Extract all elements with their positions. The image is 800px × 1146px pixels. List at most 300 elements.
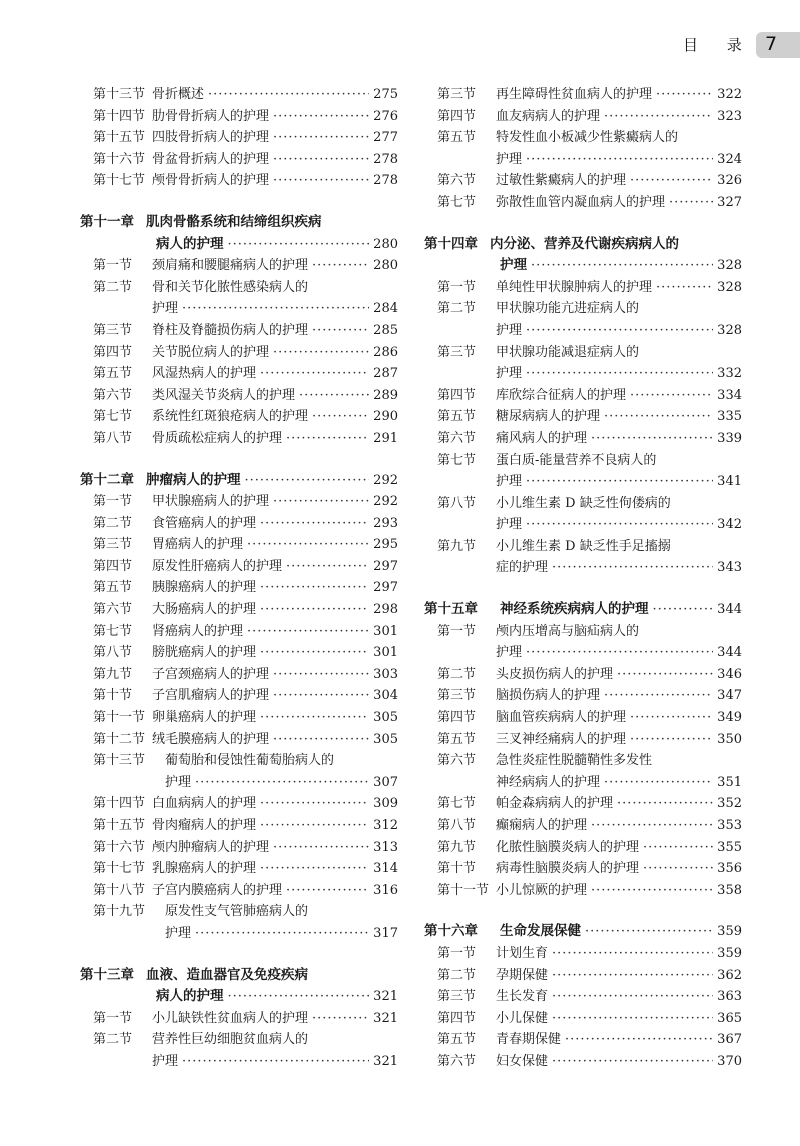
toc-entry[interactable]	[424, 858, 742, 880]
toc-entry[interactable]	[424, 385, 742, 407]
leader-dots	[552, 1051, 713, 1073]
leader-dots	[312, 320, 369, 342]
entry-title: 症的护理	[496, 560, 549, 576]
toc-right-column	[424, 84, 742, 1073]
entry-label: 第七节	[93, 409, 133, 425]
chapter-heading[interactable]	[424, 234, 742, 256]
toc-entry[interactable]	[424, 837, 742, 859]
entry-page: 328	[717, 279, 742, 295]
entry-label: 第十一节	[93, 710, 146, 726]
entry-page: 335	[717, 409, 742, 425]
entry-title: 小儿维生素 D 缺乏性手足搐搦	[496, 538, 671, 554]
entry-page: 285	[373, 322, 398, 338]
entry-page: 291	[373, 430, 398, 446]
entry-label: 第八节	[93, 430, 133, 446]
chapter-label: 第十二章	[80, 471, 134, 488]
entry-label: 第十一节	[437, 882, 490, 898]
leader-dots	[260, 642, 369, 664]
toc-entry[interactable]	[80, 621, 398, 643]
toc-entry[interactable]	[80, 149, 398, 171]
toc-entry[interactable]	[80, 1008, 398, 1030]
entry-label: 第四节	[437, 387, 477, 403]
toc-entry[interactable]	[80, 127, 398, 149]
entry-title: 弥散性血管内凝血病人的护理	[496, 194, 666, 210]
entry-title: 护理	[152, 301, 179, 317]
leader-dots	[552, 943, 713, 965]
entry-label: 第五节	[93, 580, 133, 596]
entry-label: 第十三节	[93, 753, 146, 769]
entry-page: 370	[717, 1053, 742, 1069]
leader-dots	[260, 513, 369, 535]
leader-dots	[228, 986, 370, 1008]
entry-label: 第二节	[437, 301, 477, 317]
entry-label: 第一节	[93, 494, 133, 510]
entry-page: 304	[373, 688, 398, 704]
entry-page: 295	[373, 537, 398, 553]
entry-title: 护理	[165, 774, 192, 790]
leader-dots	[552, 986, 713, 1008]
entry-label: 第十节	[93, 688, 133, 704]
toc-entry[interactable]	[424, 685, 742, 707]
entry-page: 355	[717, 839, 742, 855]
chapter-heading[interactable]	[80, 965, 398, 987]
toc-entry[interactable]	[424, 664, 742, 686]
leader-dots	[552, 557, 713, 579]
toc-entry[interactable]	[424, 1029, 742, 1051]
toc-entry-cont[interactable]	[424, 471, 742, 493]
entry-label: 第十五节	[93, 130, 146, 146]
entry-label: 第五节	[93, 366, 133, 382]
leader-dots	[630, 707, 713, 729]
leader-dots	[526, 471, 713, 493]
leader-dots	[526, 642, 713, 664]
toc-entry[interactable]	[424, 450, 742, 472]
leader-dots	[526, 320, 713, 342]
leader-dots	[617, 664, 713, 686]
leader-dots	[630, 385, 713, 407]
entry-label: 第十五节	[93, 818, 146, 833]
entry-page: 352	[717, 796, 742, 812]
entry-title: 痛风病人的护理	[496, 430, 588, 446]
entry-page: 326	[717, 173, 742, 189]
entry-title: 护理	[152, 1053, 179, 1069]
chapter-label: 第十三章	[80, 966, 134, 983]
entry-label: 第二节	[437, 967, 477, 983]
toc-entry[interactable]	[80, 363, 398, 385]
entry-title: 护理	[496, 474, 523, 490]
toc-entry[interactable]	[424, 986, 742, 1008]
leader-dots	[286, 880, 369, 902]
leader-dots	[182, 1051, 369, 1073]
chapter-title: 肿瘤病人的护理	[146, 471, 241, 488]
toc-entry[interactable]	[80, 880, 398, 902]
toc-entry[interactable]	[80, 793, 398, 815]
leader-dots	[260, 793, 369, 815]
entry-title: 甲状腺功能减退症病人的	[496, 344, 640, 360]
entry-page: 332	[717, 366, 742, 382]
chapter-title: 神经系统疾病病人的护理	[500, 601, 649, 618]
leader-dots	[591, 428, 713, 450]
entry-title: 食管癌病人的护理	[152, 515, 257, 531]
entry-title: 原发性支气管肺癌病人的	[165, 904, 309, 920]
entry-label: 第九节	[437, 839, 477, 855]
toc-entry[interactable]	[424, 815, 742, 837]
entry-label: 第五节	[437, 731, 477, 747]
entry-page: 362	[717, 967, 742, 983]
entry-label: 第六节	[93, 387, 133, 403]
leader-dots	[273, 127, 369, 149]
toc-entry[interactable]	[424, 493, 742, 515]
toc-entry[interactable]	[424, 729, 742, 751]
chapter-title: 病人的护理	[156, 235, 224, 252]
toc-entry[interactable]	[80, 556, 398, 578]
entry-label: 第四节	[437, 710, 477, 726]
chapter-title: 护理	[500, 257, 527, 274]
leader-dots	[260, 599, 369, 621]
toc-entry[interactable]	[424, 1051, 742, 1073]
chapter-title: 生命发展保健	[500, 923, 581, 940]
toc-entry[interactable]	[80, 707, 398, 729]
leader-dots	[273, 149, 369, 171]
entry-page: 290	[373, 409, 398, 425]
chapter-page: 344	[717, 602, 742, 618]
entry-label: 第一节	[437, 945, 477, 961]
toc-entry[interactable]	[80, 837, 398, 859]
entry-title: 卵巢癌病人的护理	[152, 710, 257, 726]
entry-page: 313	[373, 839, 398, 855]
toc-entry[interactable]	[424, 192, 742, 214]
leader-dots	[591, 880, 713, 902]
entry-label: 第九节	[437, 538, 477, 554]
entry-page: 289	[373, 387, 398, 403]
entry-page: 277	[373, 130, 398, 146]
page-header	[0, 32, 800, 60]
entry-page: 328	[717, 322, 742, 338]
entry-page: 359	[717, 945, 742, 961]
entry-page: 292	[373, 494, 398, 510]
toc-entry[interactable]	[424, 707, 742, 729]
entry-title: 再生障碍性贫血病人的护理	[496, 87, 653, 102]
toc-entry[interactable]	[80, 599, 398, 621]
toc-entry[interactable]	[424, 170, 742, 192]
toc-entry[interactable]	[80, 342, 398, 364]
chapter-heading-cont[interactable]	[424, 255, 742, 277]
toc-entry[interactable]	[424, 1008, 742, 1030]
leader-dots	[653, 599, 714, 621]
leader-dots	[656, 277, 713, 299]
entry-title: 糖尿病病人的护理	[496, 409, 601, 425]
entry-page: 303	[373, 666, 398, 682]
toc-entry-cont[interactable]	[424, 557, 742, 579]
entry-title: 脑损伤病人的护理	[496, 688, 601, 704]
entry-page: 343	[717, 560, 742, 576]
chapter-label: 第十一章	[80, 213, 134, 230]
entry-title: 单纯性甲状腺肿病人的护理	[496, 279, 653, 295]
chapter-heading[interactable]	[424, 599, 742, 621]
toc-entry-cont[interactable]	[424, 149, 742, 171]
leader-dots	[591, 815, 713, 837]
leader-dots	[312, 406, 369, 428]
leader-dots	[604, 106, 713, 128]
toc-entry[interactable]	[80, 513, 398, 535]
leader-dots	[630, 170, 713, 192]
entry-page: 278	[373, 151, 398, 167]
toc-entry[interactable]	[80, 406, 398, 428]
toc-entry[interactable]	[80, 858, 398, 880]
chapter-heading-cont[interactable]	[80, 986, 398, 1008]
toc-entry[interactable]	[80, 815, 398, 837]
toc-entry[interactable]	[80, 320, 398, 342]
entry-page: 307	[373, 774, 398, 790]
leader-dots	[656, 84, 713, 106]
entry-title: 生长发育	[496, 989, 549, 1005]
leader-dots	[208, 84, 369, 106]
entry-page: 286	[373, 344, 398, 360]
entry-title: 神经病病人的护理	[496, 774, 601, 790]
toc-entry-cont[interactable]	[424, 514, 742, 536]
entry-page: 309	[373, 796, 398, 812]
chapter-page: 280	[373, 236, 398, 252]
leader-dots	[552, 965, 713, 987]
entry-title: 颅内压增高与脑疝病人的	[496, 623, 640, 639]
entry-page: 358	[717, 882, 742, 898]
entry-page: 317	[373, 925, 398, 941]
toc-entry[interactable]	[80, 750, 398, 772]
entry-label: 第四节	[93, 558, 133, 574]
entry-title: 关节脱位病人的护理	[152, 344, 270, 360]
toc-entry-cont[interactable]	[424, 363, 742, 385]
leader-dots	[260, 577, 369, 599]
toc-entry-cont[interactable]	[424, 642, 742, 664]
entry-label: 第八节	[93, 645, 133, 661]
entry-title: 护理	[165, 925, 192, 941]
page-number-tab	[756, 32, 800, 58]
chapter-title: 内分泌、营养及代谢疾病病人的	[490, 235, 679, 252]
entry-page: 324	[717, 151, 742, 167]
entry-title: 特发性血小板减少性紫癜病人的	[496, 130, 679, 146]
toc-entry[interactable]	[424, 793, 742, 815]
entry-label: 第二节	[93, 1032, 133, 1048]
entry-page: 278	[373, 173, 398, 189]
entry-label: 第六节	[437, 173, 477, 189]
leader-dots	[260, 707, 369, 729]
toc-entry[interactable]	[80, 685, 398, 707]
entry-page: 327	[717, 194, 742, 210]
entry-label: 第六节	[93, 602, 133, 618]
entry-title: 大肠癌病人的护理	[152, 602, 257, 618]
chapter-label: 第十六章	[424, 923, 478, 940]
leader-dots	[273, 170, 369, 192]
entry-page: 297	[373, 580, 398, 596]
entry-page: 301	[373, 623, 398, 639]
entry-title: 子宫颈癌病人的护理	[152, 666, 270, 682]
chapter-heading-cont[interactable]	[80, 234, 398, 256]
toc-entry-cont[interactable]	[80, 1051, 398, 1073]
toc-entry[interactable]	[424, 750, 742, 772]
toc-entry-cont[interactable]	[424, 320, 742, 342]
entry-label: 第十四节	[93, 108, 146, 124]
entry-page: 275	[373, 87, 398, 102]
chapter-title: 肌肉骨骼系统和结缔组织疾病	[146, 213, 322, 230]
leader-dots	[247, 621, 369, 643]
toc-heading: 目 录	[683, 36, 754, 54]
entry-title: 三叉神经痛病人的护理	[496, 731, 627, 747]
entry-page: 349	[717, 710, 742, 726]
toc-entry[interactable]	[80, 577, 398, 599]
entry-title: 护理	[496, 366, 523, 382]
toc-entry[interactable]	[424, 127, 742, 149]
chapter-label: 第十四章	[424, 235, 478, 252]
entry-page: 367	[717, 1032, 742, 1048]
entry-title: 血友病病人的护理	[496, 108, 601, 124]
entry-label: 第八节	[437, 818, 477, 833]
toc-entry[interactable]	[424, 943, 742, 965]
toc-entry[interactable]	[80, 901, 398, 923]
toc-left-column	[80, 84, 398, 1073]
entry-label: 第一节	[93, 1010, 133, 1026]
entry-label: 第三节	[437, 87, 477, 102]
entry-title: 蛋白质-能量营养不良病人的	[496, 452, 657, 468]
leader-dots	[286, 428, 369, 450]
entry-title: 葡萄胎和侵蚀性葡萄胎病人的	[165, 753, 335, 769]
entry-title: 子宫内膜癌病人的护理	[152, 882, 283, 898]
leader-dots	[273, 837, 369, 859]
entry-label: 第六节	[437, 430, 477, 446]
entry-title: 骨盆骨折病人的护理	[152, 151, 270, 167]
toc-entry[interactable]	[424, 406, 742, 428]
leader-dots	[526, 149, 713, 171]
entry-title: 颅骨骨折病人的护理	[152, 173, 270, 189]
entry-page: 363	[717, 989, 742, 1005]
chapter-heading[interactable]	[80, 212, 398, 234]
toc-entry[interactable]	[80, 385, 398, 407]
entry-label: 第十六节	[93, 839, 146, 855]
entry-label: 第三节	[437, 688, 477, 704]
toc-entry-cont[interactable]	[80, 772, 398, 794]
entry-title: 护理	[496, 645, 523, 661]
entry-label: 第二节	[93, 515, 133, 531]
entry-title: 小儿惊厥的护理	[496, 882, 588, 898]
entry-title: 青春期保健	[496, 1032, 562, 1048]
toc-entry[interactable]	[80, 729, 398, 751]
entry-title: 子宫肌瘤病人的护理	[152, 688, 270, 704]
toc-entry-cont[interactable]	[80, 923, 398, 945]
entry-page: 346	[717, 666, 742, 682]
entry-label: 第七节	[437, 796, 477, 812]
chapter-heading[interactable]	[80, 470, 398, 492]
entry-label: 第二节	[93, 279, 133, 295]
entry-title: 肋骨骨折病人的护理	[152, 108, 270, 124]
entry-page: 297	[373, 558, 398, 574]
toc-entry-cont[interactable]	[424, 772, 742, 794]
toc-entry[interactable]	[424, 428, 742, 450]
entry-title: 甲状腺癌病人的护理	[152, 494, 270, 510]
entry-page: 347	[717, 688, 742, 704]
toc-entry[interactable]	[424, 342, 742, 364]
leader-dots	[260, 363, 369, 385]
entry-page: 305	[373, 731, 398, 747]
entry-page: 321	[373, 1010, 398, 1026]
leader-dots	[604, 772, 713, 794]
entry-title: 甲状腺功能亢进症病人的	[496, 301, 640, 317]
toc-entry[interactable]	[424, 84, 742, 106]
entry-page: 323	[717, 108, 742, 124]
toc-entry[interactable]	[80, 491, 398, 513]
entry-label: 第二节	[437, 666, 477, 682]
toc-entry[interactable]	[424, 298, 742, 320]
toc-entry[interactable]	[80, 664, 398, 686]
leader-dots	[585, 921, 713, 943]
entry-label: 第五节	[437, 130, 477, 146]
chapter-label: 第十五章	[424, 601, 478, 618]
entry-label: 第五节	[437, 409, 477, 425]
entry-label: 第六节	[437, 1053, 477, 1069]
page-number: 7	[765, 33, 778, 55]
entry-title: 库欣综合征病人的护理	[496, 387, 627, 403]
chapter-heading[interactable]	[424, 921, 742, 943]
entry-label: 第一节	[93, 258, 133, 274]
entry-page: 293	[373, 515, 398, 531]
entry-title: 护理	[496, 151, 523, 167]
leader-dots	[273, 106, 369, 128]
entry-label: 第三节	[93, 322, 133, 338]
entry-label: 第四节	[93, 344, 133, 360]
toc-entry[interactable]	[424, 880, 742, 902]
toc-entry-cont[interactable]	[80, 298, 398, 320]
leader-dots	[299, 385, 369, 407]
toc-entry[interactable]	[80, 255, 398, 277]
leader-dots	[273, 685, 369, 707]
leader-dots	[312, 1008, 369, 1030]
entry-title: 计划生育	[496, 945, 549, 961]
toc-entry[interactable]	[80, 277, 398, 299]
toc-entry[interactable]	[80, 534, 398, 556]
toc-entry[interactable]	[80, 84, 398, 106]
entry-label: 第七节	[437, 452, 477, 468]
leader-dots	[604, 685, 713, 707]
entry-label: 第一节	[437, 279, 477, 295]
entry-title: 急性炎症性脱髓鞘性多发性	[496, 753, 653, 769]
toc-entry[interactable]	[424, 965, 742, 987]
entry-title: 绒毛膜癌病人的护理	[152, 731, 270, 747]
toc-entry[interactable]	[424, 277, 742, 299]
toc-entry[interactable]	[80, 170, 398, 192]
entry-title: 类风湿关节炎病人的护理	[152, 387, 296, 403]
entry-label: 第十九节	[93, 904, 146, 920]
entry-page: 287	[373, 366, 398, 382]
leader-dots	[552, 1008, 713, 1030]
entry-label: 第十二节	[93, 731, 146, 747]
leader-dots	[195, 923, 369, 945]
entry-label: 第四节	[437, 108, 477, 124]
toc-entry[interactable]	[424, 621, 742, 643]
chapter-page: 321	[373, 989, 398, 1005]
toc-entry[interactable]	[80, 1029, 398, 1051]
toc-entry[interactable]	[80, 106, 398, 128]
toc-entry[interactable]	[424, 106, 742, 128]
toc-entry[interactable]	[80, 642, 398, 664]
leader-dots	[195, 772, 369, 794]
entry-page: 365	[717, 1010, 742, 1026]
toc-entry[interactable]	[424, 536, 742, 558]
entry-page: 353	[717, 818, 742, 833]
toc-entry[interactable]	[80, 428, 398, 450]
chapter-page: 328	[717, 258, 742, 274]
entry-label: 第八节	[437, 495, 477, 511]
entry-page: 344	[717, 645, 742, 661]
chapter-title: 血液、造血器官及免疫疾病	[146, 966, 308, 983]
entry-title: 原发性肝癌病人的护理	[152, 558, 283, 574]
